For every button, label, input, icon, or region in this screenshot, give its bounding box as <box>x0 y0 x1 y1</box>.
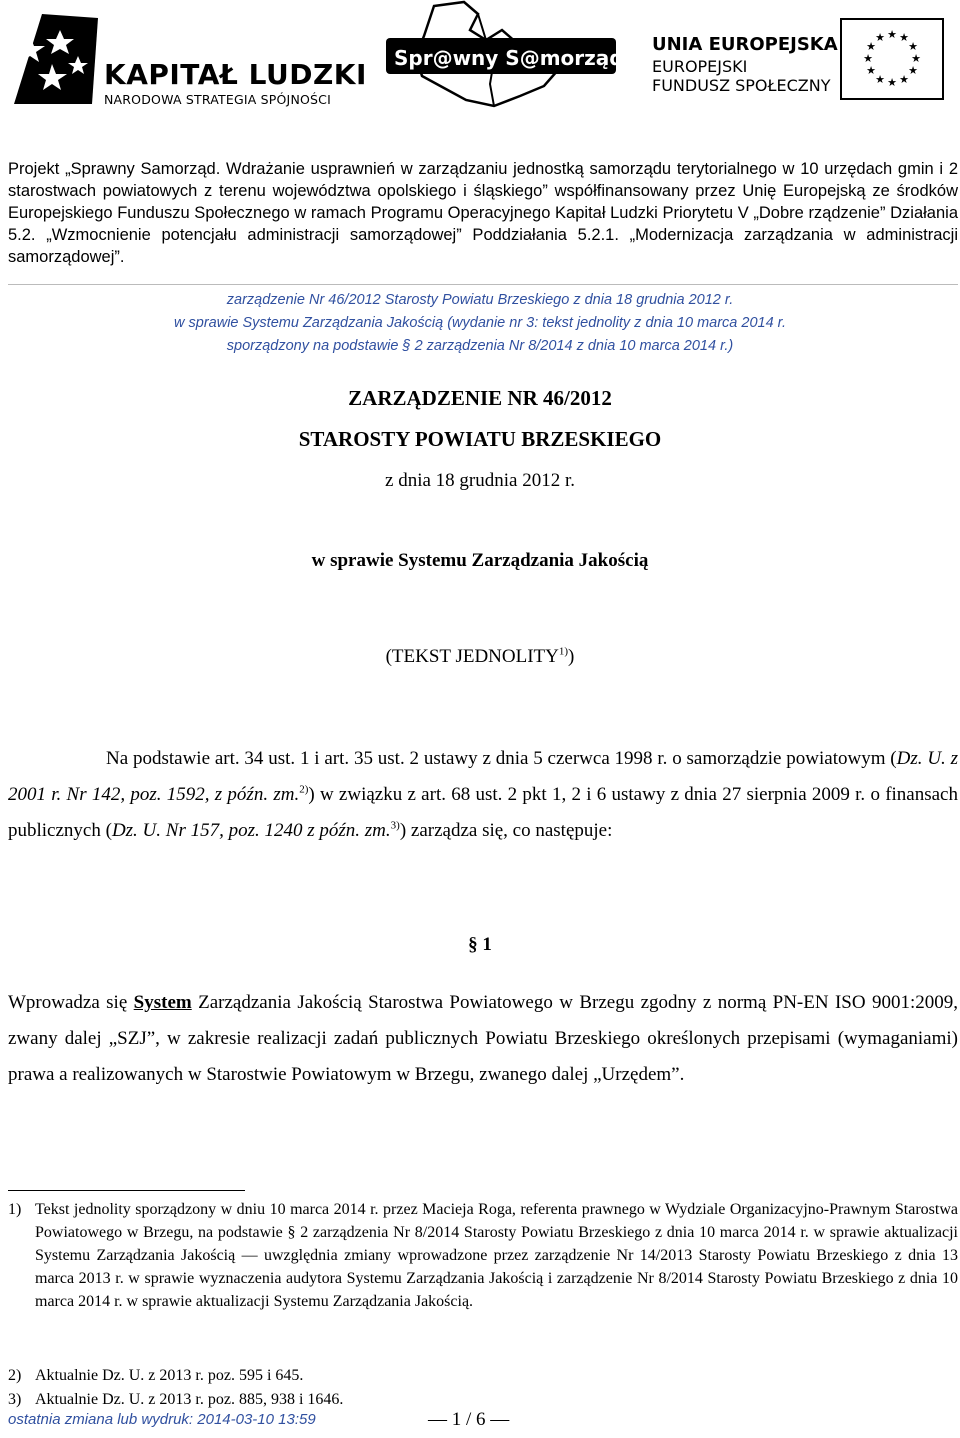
kapital-ludzki-subtitle: NARODOWA STRATEGIA SPÓJNOŚCI <box>104 92 331 107</box>
document-date: z dnia 18 grudnia 2012 r. <box>385 470 575 491</box>
kapital-ludzki-logo <box>8 8 367 108</box>
unified-text: (TEKST JEDNOLITY <box>385 646 559 667</box>
footnote-2 <box>8 1364 958 1387</box>
footnote-ref-1[interactable]: 1) <box>558 645 569 658</box>
svg-text:★: ★ <box>875 73 885 86</box>
section-1-paragraph <box>8 985 958 1093</box>
svg-text:★: ★ <box>866 40 876 53</box>
unified-text-close: ) <box>568 646 575 667</box>
kapital-ludzki-emblem-icon <box>8 8 104 108</box>
footnote-1-text: Tekst jednolity sporządzony w dniu 10 marca 2014 r. przez Macieja Roga, referenta prawnego w Wydziale Organizacyjno-Prawnym Starostwa Powiatowego w Brzegu, na podstawie § 2 zarządzenia Nr 8/2014 Starosty Powiatu Brzeskiego z dnia 10 marca 2014 r. w sprawie aktualizacji Systemu Zarządzania Jakością — uwzględnia zmiany wprowadzone przez zarządzenie Nr 14/2013 Starosty Powiatu Brzeskiego z dnia 13 marca 2013 r. w sprawie wyznaczenia audytora Systemu Zarządzania Jakością i zarządzenie Nr 8/2014 Starosty Powiatu Brzeskiego z dnia 10 marca 2014 r. w sprawie aktualizacji Systemu Zarządzania Jakością. <box>35 1201 958 1310</box>
preamble-citation-1: Dz. U. z 2001 r. Nr 142, poz. 1592, z późn. zm. <box>8 748 958 805</box>
kapital-ludzki-title: KAPITAŁ LUDZKI <box>104 58 367 91</box>
sprawny-samorzad-logo <box>382 0 624 112</box>
footnote-3-text: Aktualnie Dz. U. z 2013 r. poz. 885, 938 i 1646. <box>35 1391 344 1408</box>
footnote-3-number: 3) <box>8 1391 22 1408</box>
section-1-text-a: Wprowadza się <box>8 992 134 1013</box>
document-title: ZARZĄDZENIE NR 46/2012 <box>348 386 612 410</box>
preamble-part-2: ) w związku z art. 68 ust. 2 pkt 1, 2 i 6 ustawy z dnia 27 sierpnia 2009 r. o finansach publicznych ( <box>8 784 958 841</box>
ue-line-3: FUNDUSZ SPOŁECZNY <box>652 76 831 95</box>
sprawny-samorzad-text: Spr@wny S@morząd <box>394 46 624 70</box>
unified-text-label <box>0 646 960 668</box>
svg-text:★: ★ <box>887 76 897 89</box>
svg-text:★: ★ <box>863 52 873 65</box>
ue-line-1: UNIA EUROPEJSKA <box>652 34 838 55</box>
footnote-1 <box>8 1198 958 1313</box>
footnote-ref-2[interactable]: 2) <box>299 783 309 796</box>
separator-line <box>8 284 958 285</box>
unia-europejska-logo <box>648 18 948 108</box>
section-heading: § 1 <box>468 934 492 955</box>
ue-line-2: EUROPEJSKI <box>652 57 748 76</box>
footnote-1-number: 1) <box>8 1201 22 1218</box>
footnote-separator <box>8 1190 245 1191</box>
preamble-part-3: ) zarządza się, co następuje: <box>399 820 613 841</box>
eu-flag-icon <box>840 18 944 100</box>
svg-text:★: ★ <box>875 31 885 44</box>
document-issuer: STAROSTY POWIATU BRZESKIEGO <box>298 427 662 451</box>
svg-text:★: ★ <box>899 31 909 44</box>
meta-line-2: w sprawie Systemu Zarządzania Jakością (wydanie nr 3: tekst jednolity z dnia 10 marca 2014 r. <box>174 315 786 331</box>
svg-text:★: ★ <box>908 64 918 77</box>
svg-text:★: ★ <box>911 52 921 65</box>
document-subject: w sprawie Systemu Zarządzania Jakością <box>311 550 649 571</box>
section-1-text-b: Zarządzania Jakością Starostwa Powiatowego w Brzegu zgodny z normą PN-EN ISO 9001:2009, zwany dalej „SZJ”, w zakresie realizacji zadań publicznych Powiatu Brzeskiego określonych przepisami (wymaganiami) prawa a realizowanych w Starostwie Powiatowym w Brzegu, zwanego dalej „Urzędem”. <box>8 992 959 1085</box>
svg-text:★: ★ <box>908 40 918 53</box>
footnote-ref-3[interactable]: 3) <box>390 819 400 832</box>
preamble-part-1: Na podstawie art. 34 ust. 1 i art. 35 ust. 2 ustawy z dnia 5 czerwca 1998 r. o samorządzie powiatowym ( <box>106 748 897 769</box>
svg-text:★: ★ <box>866 64 876 77</box>
system-link[interactable]: System <box>133 992 192 1013</box>
project-description: Projekt „Sprawny Samorząd. Wdrażanie usprawnień w zarządzaniu jednostką samorządu terytorialnego w 10 urzędach gmin i 2 starostwach powiatowych z terenu województwa opolskiego i śląskiego” współfinansowany przez Unię Europejską ze środków Europejskiego Funduszu Społecznego w ramach Programu Operacyjnego Kapitał Ludzki Priorytetu V „Dobre rządzenie” Działania 5.2. „Wzmocnienie potencjału administracji samorządowej” Poddziałania 5.2.1. „Modernizacja zarządzania w administracji samorządowej”. <box>8 160 958 266</box>
page-number: — 1 / 6 — <box>428 1409 510 1430</box>
svg-text:★: ★ <box>887 28 897 41</box>
footnote-2-number: 2) <box>8 1367 22 1384</box>
meta-line-1: zarządzenie Nr 46/2012 Starosty Powiatu Brzeskiego z dnia 18 grudnia 2012 r. <box>226 292 734 308</box>
last-modified: ostatnia zmiana lub wydruk: 2014-03-10 13:59 <box>8 1411 316 1428</box>
meta-line-3: sporządzony na podstawie § 2 zarządzenia Nr 8/2014 z dnia 10 marca 2014 r.) <box>226 338 734 354</box>
svg-text:★: ★ <box>899 73 909 86</box>
footnote-3 <box>8 1388 958 1411</box>
footnote-2-text: Aktualnie Dz. U. z 2013 r. poz. 595 i 645. <box>35 1367 304 1384</box>
preamble <box>8 741 958 849</box>
preamble-citation-2: Dz. U. Nr 157, poz. 1240 z późn. zm. <box>111 820 391 841</box>
